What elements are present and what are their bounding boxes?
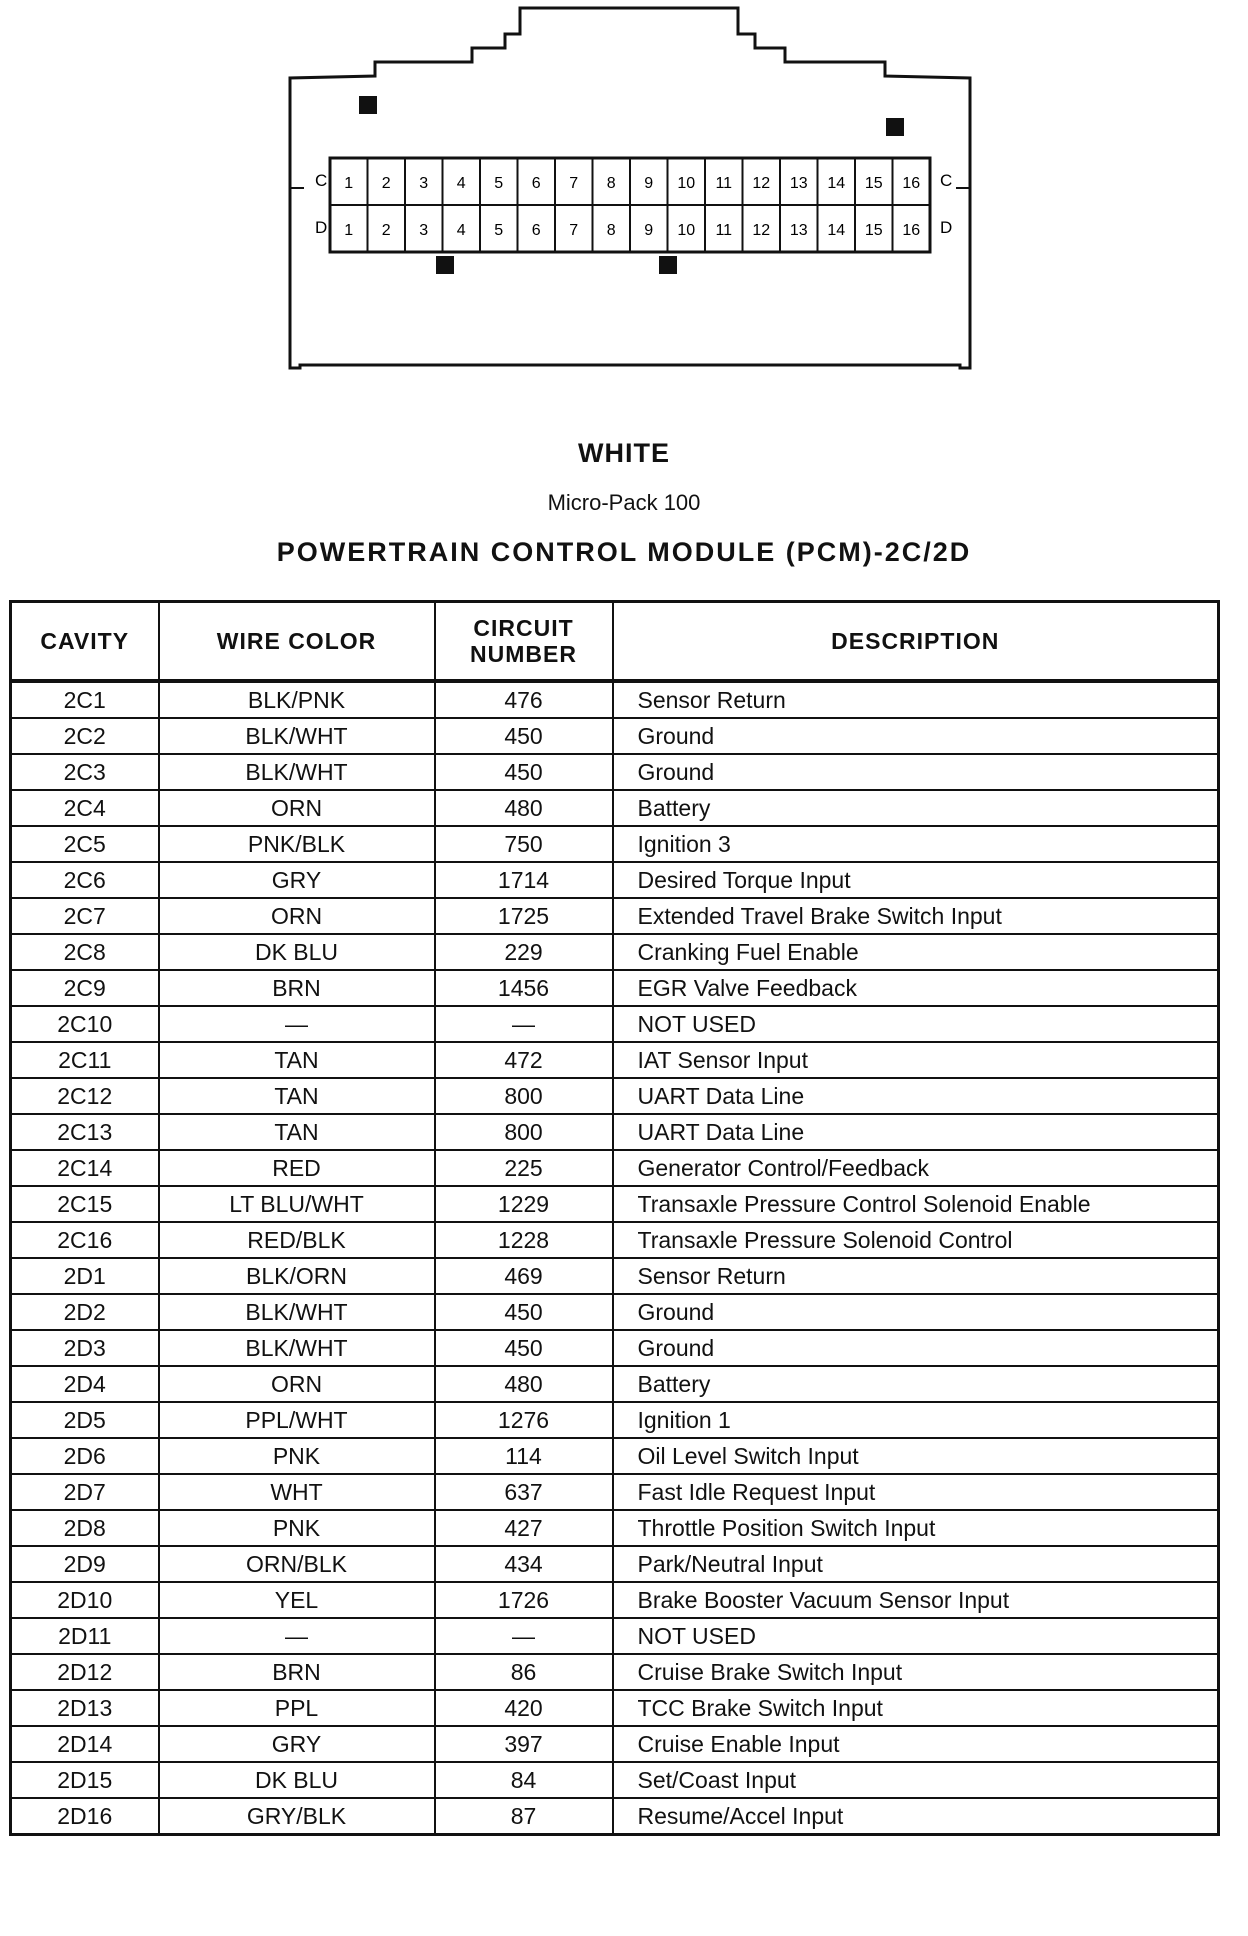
- wire-color-cell: PNK: [159, 1438, 435, 1474]
- cavity-cell: 2C3: [11, 754, 159, 790]
- pin-c-number: 14: [827, 175, 846, 192]
- cavity-cell: 2D2: [11, 1294, 159, 1330]
- cavity-cell: 2D16: [11, 1798, 159, 1835]
- circuit-number-cell: 1456: [435, 970, 613, 1006]
- description-cell: Fast Idle Request Input: [613, 1474, 1219, 1510]
- wire-color-cell: —: [159, 1006, 435, 1042]
- cavity-cell: 2C6: [11, 862, 159, 898]
- wire-color-cell: DK BLU: [159, 934, 435, 970]
- pin-c-number: 16: [902, 175, 921, 192]
- circuit-number-cell: 476: [435, 681, 613, 718]
- pin-d-number: 9: [644, 222, 654, 239]
- table-row: [11, 1798, 1219, 1835]
- wire-color-cell: BLK/WHT: [159, 754, 435, 790]
- circuit-number-cell: 472: [435, 1042, 613, 1078]
- wire-color-cell: BLK/WHT: [159, 1330, 435, 1366]
- wire-color-cell: ORN: [159, 1366, 435, 1402]
- cavity-cell: 2C15: [11, 1186, 159, 1222]
- description-cell: Brake Booster Vacuum Sensor Input: [613, 1582, 1219, 1618]
- header-circuit-line2: NUMBER: [470, 641, 577, 667]
- wire-color-cell: PPL/WHT: [159, 1402, 435, 1438]
- description-cell: Ignition 1: [613, 1402, 1219, 1438]
- pin-c-number: 5: [494, 175, 504, 192]
- table-row: [11, 1438, 1219, 1474]
- cavity-cell: 2D12: [11, 1654, 159, 1690]
- circuit-number-cell: 480: [435, 1366, 613, 1402]
- wire-color-cell: BLK/ORN: [159, 1258, 435, 1294]
- table-row: [11, 1366, 1219, 1402]
- cavity-cell: 2C1: [11, 681, 159, 718]
- pin-c-number: 4: [456, 175, 466, 192]
- cavity-cell: 2D1: [11, 1258, 159, 1294]
- table-row: [11, 970, 1219, 1006]
- pin-c-number: 1: [344, 175, 354, 192]
- cavity-cell: 2C8: [11, 934, 159, 970]
- pin-d-number: 12: [752, 222, 771, 239]
- wire-color-cell: TAN: [159, 1114, 435, 1150]
- table-row: [11, 1654, 1219, 1690]
- description-cell: Cruise Brake Switch Input: [613, 1654, 1219, 1690]
- circuit-number-cell: 480: [435, 790, 613, 826]
- cavity-cell: 2D4: [11, 1366, 159, 1402]
- circuit-number-cell: 1726: [435, 1582, 613, 1618]
- wire-color-cell: GRY/BLK: [159, 1798, 435, 1835]
- cavity-cell: 2D9: [11, 1546, 159, 1582]
- keying-square-bottom-left: [436, 256, 454, 274]
- pin-d-number: 8: [606, 222, 616, 239]
- cavity-cell: 2D14: [11, 1726, 159, 1762]
- table-row: [11, 1222, 1219, 1258]
- cavity-cell: 2C9: [11, 970, 159, 1006]
- cavity-cell: 2D10: [11, 1582, 159, 1618]
- cavity-cell: 2C13: [11, 1114, 159, 1150]
- row-c-left-label: C: [315, 171, 328, 190]
- circuit-number-cell: —: [435, 1006, 613, 1042]
- table-row: [11, 1474, 1219, 1510]
- circuit-number-cell: 1228: [435, 1222, 613, 1258]
- connector-name: Micro-Pack 100: [547, 490, 701, 515]
- wire-color-cell: ORN: [159, 898, 435, 934]
- table-row: [11, 1546, 1219, 1582]
- wire-color-cell: BRN: [159, 970, 435, 1006]
- table-header-row: [11, 602, 1219, 682]
- circuit-number-cell: 800: [435, 1078, 613, 1114]
- table-row: [11, 790, 1219, 826]
- description-cell: Cruise Enable Input: [613, 1726, 1219, 1762]
- table-row: [11, 1582, 1219, 1618]
- description-cell: Cranking Fuel Enable: [613, 934, 1219, 970]
- pin-d-number: 3: [419, 222, 429, 239]
- table-row: [11, 1330, 1219, 1366]
- pin-c-number: 10: [677, 175, 696, 192]
- table-row: [11, 718, 1219, 754]
- wire-color-cell: BRN: [159, 1654, 435, 1690]
- table-row: [11, 1258, 1219, 1294]
- circuit-number-cell: 1276: [435, 1402, 613, 1438]
- cavity-cell: 2C5: [11, 826, 159, 862]
- circuit-number-cell: 1714: [435, 862, 613, 898]
- circuit-number-cell: 450: [435, 1330, 613, 1366]
- table-row: [11, 1618, 1219, 1654]
- description-cell: Transaxle Pressure Solenoid Control: [613, 1222, 1219, 1258]
- wire-color-cell: RED/BLK: [159, 1222, 435, 1258]
- wire-color-cell: PNK: [159, 1510, 435, 1546]
- description-cell: Desired Torque Input: [613, 862, 1219, 898]
- table-row: [11, 862, 1219, 898]
- circuit-number-cell: 225: [435, 1150, 613, 1186]
- wire-color-cell: GRY: [159, 862, 435, 898]
- description-cell: NOT USED: [613, 1006, 1219, 1042]
- circuit-number-cell: —: [435, 1618, 613, 1654]
- cavity-cell: 2D13: [11, 1690, 159, 1726]
- circuit-number-cell: 434: [435, 1546, 613, 1582]
- cavity-cell: 2C2: [11, 718, 159, 754]
- cavity-cell: 2D3: [11, 1330, 159, 1366]
- cavity-cell: 2D15: [11, 1762, 159, 1798]
- table-row: [11, 1762, 1219, 1798]
- pin-d-number: 13: [789, 222, 808, 239]
- description-cell: Ground: [613, 1294, 1219, 1330]
- table-row: [11, 898, 1219, 934]
- circuit-number-cell: 450: [435, 754, 613, 790]
- description-cell: Extended Travel Brake Switch Input: [613, 898, 1219, 934]
- pin-c-number: 15: [864, 175, 883, 192]
- pin-c-number: 7: [569, 175, 579, 192]
- pin-d-number: 1: [344, 222, 354, 239]
- description-cell: Set/Coast Input: [613, 1762, 1219, 1798]
- wire-color-cell: ORN/BLK: [159, 1546, 435, 1582]
- table-row: [11, 681, 1219, 718]
- description-cell: Battery: [613, 790, 1219, 826]
- table-row: [11, 1042, 1219, 1078]
- description-cell: UART Data Line: [613, 1114, 1219, 1150]
- wire-color-cell: GRY: [159, 1726, 435, 1762]
- description-cell: Generator Control/Feedback: [613, 1150, 1219, 1186]
- circuit-number-cell: 450: [435, 718, 613, 754]
- pin-d-number: 5: [494, 222, 504, 239]
- description-cell: Oil Level Switch Input: [613, 1438, 1219, 1474]
- description-cell: Park/Neutral Input: [613, 1546, 1219, 1582]
- header-circuit-number: [435, 602, 613, 682]
- circuit-number-cell: 450: [435, 1294, 613, 1330]
- wire-color-cell: BLK/WHT: [159, 1294, 435, 1330]
- description-cell: NOT USED: [613, 1618, 1219, 1654]
- pin-c-number: 2: [381, 175, 391, 192]
- description-cell: Ground: [613, 718, 1219, 754]
- wire-color-cell: PNK/BLK: [159, 826, 435, 862]
- pin-d-number: 10: [677, 222, 696, 239]
- cavity-cell: 2C16: [11, 1222, 159, 1258]
- cavity-cell: 2D11: [11, 1618, 159, 1654]
- pin-c-number: 12: [752, 175, 771, 192]
- circuit-number-cell: 397: [435, 1726, 613, 1762]
- table-row: [11, 826, 1219, 862]
- wire-color-cell: PPL: [159, 1690, 435, 1726]
- pin-c-number: 6: [531, 175, 541, 192]
- row-c-right-label: C: [940, 171, 953, 190]
- table-body: [11, 681, 1219, 1835]
- table-row: [11, 1510, 1219, 1546]
- table-row: [11, 1402, 1219, 1438]
- cavity-cell: 2D8: [11, 1510, 159, 1546]
- circuit-number-cell: 427: [435, 1510, 613, 1546]
- table-row: [11, 1186, 1219, 1222]
- pin-d-number: 15: [864, 222, 883, 239]
- cavity-cell: 2D7: [11, 1474, 159, 1510]
- circuit-number-cell: 637: [435, 1474, 613, 1510]
- cavity-cell: 2C12: [11, 1078, 159, 1114]
- description-cell: Sensor Return: [613, 1258, 1219, 1294]
- circuit-number-cell: 84: [435, 1762, 613, 1798]
- wire-color-cell: WHT: [159, 1474, 435, 1510]
- pin-c-number: 11: [715, 175, 733, 192]
- wire-color-cell: BLK/WHT: [159, 718, 435, 754]
- row-d-right-label: D: [940, 218, 953, 237]
- connector-color-label: WHITE: [578, 438, 670, 468]
- wire-color-cell: LT BLU/WHT: [159, 1186, 435, 1222]
- circuit-number-cell: 800: [435, 1114, 613, 1150]
- circuit-number-cell: 114: [435, 1438, 613, 1474]
- pin-d-number: 14: [827, 222, 846, 239]
- header-wire-color: WIRE COLOR: [159, 602, 435, 682]
- pin-grid: [330, 158, 930, 252]
- table-row: [11, 1726, 1219, 1762]
- connector-diagram: [0, 0, 1248, 400]
- description-cell: Ground: [613, 1330, 1219, 1366]
- keying-square-bottom-right: [659, 256, 677, 274]
- circuit-number-cell: 420: [435, 1690, 613, 1726]
- pin-d-number: 16: [902, 222, 921, 239]
- circuit-number-cell: 87: [435, 1798, 613, 1835]
- wire-color-cell: ORN: [159, 790, 435, 826]
- table-row: [11, 1150, 1219, 1186]
- cavity-cell: 2C4: [11, 790, 159, 826]
- description-cell: EGR Valve Feedback: [613, 970, 1219, 1006]
- pin-c-number: 8: [606, 175, 616, 192]
- pin-d-number: 4: [456, 222, 466, 239]
- table-row: [11, 1690, 1219, 1726]
- wire-color-cell: TAN: [159, 1078, 435, 1114]
- wire-color-cell: DK BLU: [159, 1762, 435, 1798]
- description-cell: Transaxle Pressure Control Solenoid Enable: [613, 1186, 1219, 1222]
- row-d-left-label: D: [315, 218, 328, 237]
- table-row: [11, 1114, 1219, 1150]
- pin-d-number: 11: [715, 222, 733, 239]
- wire-color-cell: BLK/PNK: [159, 681, 435, 718]
- table-row: [11, 934, 1219, 970]
- cavity-cell: 2D5: [11, 1402, 159, 1438]
- header-cavity: CAVITY: [11, 602, 159, 682]
- description-cell: IAT Sensor Input: [613, 1042, 1219, 1078]
- keying-square-top-right: [886, 118, 904, 136]
- description-cell: TCC Brake Switch Input: [613, 1690, 1219, 1726]
- cavity-cell: 2C10: [11, 1006, 159, 1042]
- pin-c-number: 9: [644, 175, 654, 192]
- keying-square-top-left: [359, 96, 377, 114]
- header-circuit-line1: CIRCUIT: [473, 615, 574, 641]
- description-cell: Resume/Accel Input: [613, 1798, 1219, 1835]
- pin-c-number: 3: [419, 175, 429, 192]
- pinout-table: [9, 600, 1220, 1836]
- circuit-number-cell: 469: [435, 1258, 613, 1294]
- cavity-cell: 2C14: [11, 1150, 159, 1186]
- pin-d-number: 2: [381, 222, 391, 239]
- description-cell: Throttle Position Switch Input: [613, 1510, 1219, 1546]
- wire-color-cell: —: [159, 1618, 435, 1654]
- circuit-number-cell: 86: [435, 1654, 613, 1690]
- description-cell: Battery: [613, 1366, 1219, 1402]
- cavity-cell: 2C7: [11, 898, 159, 934]
- description-cell: Ignition 3: [613, 826, 1219, 862]
- circuit-number-cell: 1725: [435, 898, 613, 934]
- description-cell: UART Data Line: [613, 1078, 1219, 1114]
- pin-c-number: 13: [789, 175, 808, 192]
- wire-color-cell: TAN: [159, 1042, 435, 1078]
- table-row: [11, 1294, 1219, 1330]
- module-title: POWERTRAIN CONTROL MODULE (PCM)-2C/2D: [276, 537, 972, 567]
- header-description: DESCRIPTION: [613, 602, 1219, 682]
- table-row: [11, 1006, 1219, 1042]
- table-row: [11, 754, 1219, 790]
- circuit-number-cell: 229: [435, 934, 613, 970]
- circuit-number-cell: 1229: [435, 1186, 613, 1222]
- cavity-cell: 2D6: [11, 1438, 159, 1474]
- description-cell: Sensor Return: [613, 681, 1219, 718]
- circuit-number-cell: 750: [435, 826, 613, 862]
- wire-color-cell: RED: [159, 1150, 435, 1186]
- pin-d-number: 7: [569, 222, 579, 239]
- cavity-cell: 2C11: [11, 1042, 159, 1078]
- pin-d-number: 6: [531, 222, 541, 239]
- table-row: [11, 1078, 1219, 1114]
- description-cell: Ground: [613, 754, 1219, 790]
- wire-color-cell: YEL: [159, 1582, 435, 1618]
